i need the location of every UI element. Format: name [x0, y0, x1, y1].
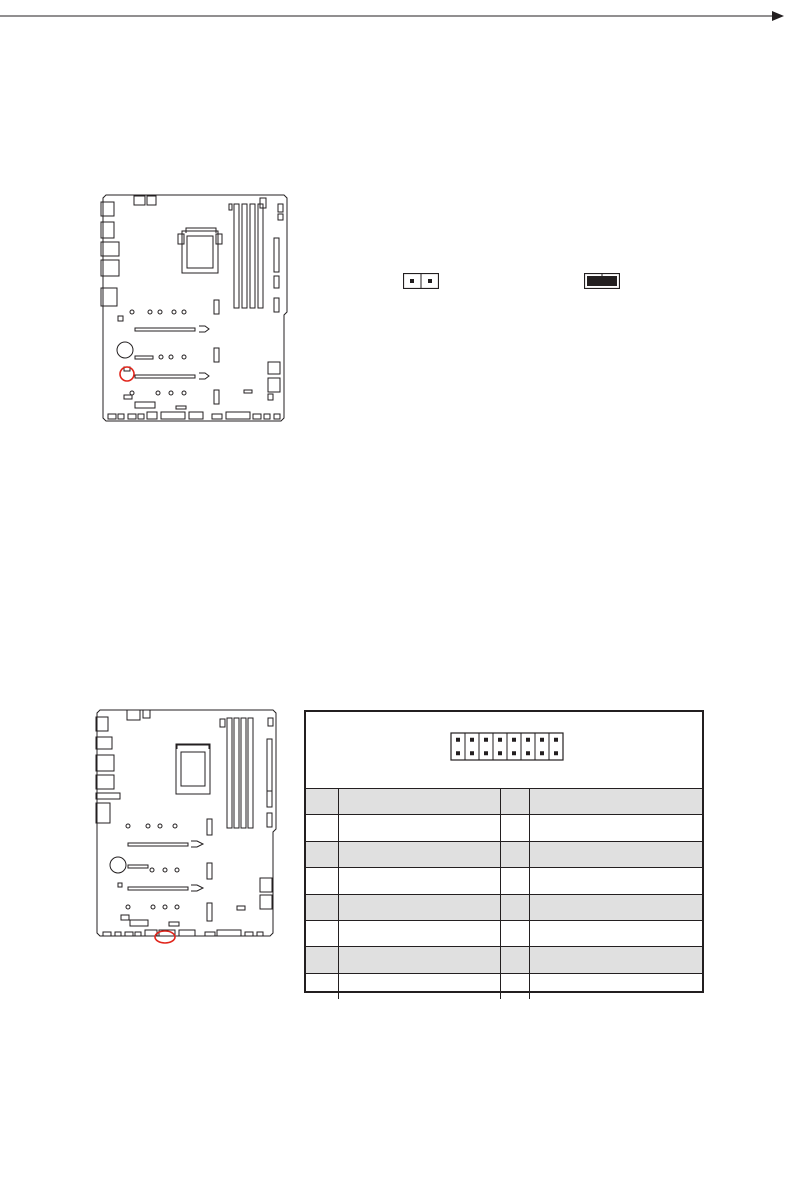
pin: [512, 751, 516, 755]
table-row: [306, 789, 702, 815]
table-row: [306, 815, 702, 841]
table-cell-signal-b: [529, 894, 702, 920]
table-cell-pin-a: [306, 973, 338, 999]
pin: [456, 738, 460, 742]
table-cell-signal-a: [338, 815, 500, 841]
motherboard-top-view-1: [98, 190, 290, 426]
table-cell-signal-b: [529, 841, 702, 867]
table-cell-pin-b: [500, 947, 529, 973]
motherboard-top-view-2: [93, 705, 279, 945]
pin: [498, 751, 502, 755]
table-cell-signal-b: [529, 973, 702, 999]
table-cell-pin-b: [500, 894, 529, 920]
pin: [554, 738, 558, 742]
table-cell-pin-a: [306, 841, 338, 867]
pin: [484, 738, 488, 742]
table-row: [306, 947, 702, 973]
pin: [540, 738, 544, 742]
table-cell-signal-b: [529, 868, 702, 894]
table-row: [306, 973, 702, 999]
table-cell-pin-a: [306, 868, 338, 894]
pin: [512, 738, 516, 742]
pinout-panel: [304, 710, 704, 993]
table-row: [306, 868, 702, 894]
table-cell-pin-b: [500, 815, 529, 841]
pin: [498, 738, 502, 742]
table-row: [306, 894, 702, 920]
table-cell-pin-b: [500, 973, 529, 999]
table-cell-signal-b: [529, 947, 702, 973]
table-cell-signal-b: [529, 789, 702, 815]
highlight-marker: [155, 931, 175, 943]
pin: [470, 738, 474, 742]
table-cell-signal-a: [338, 841, 500, 867]
table-cell-signal-a: [338, 789, 500, 815]
highlight-marker: [120, 367, 134, 381]
table-cell-signal-a: [338, 894, 500, 920]
pin: [526, 751, 530, 755]
table-cell-pin-a: [306, 920, 338, 946]
pin: [484, 751, 488, 755]
table-cell-pin-b: [500, 868, 529, 894]
table-cell-signal-b: [529, 815, 702, 841]
table-cell-pin-a: [306, 789, 338, 815]
table-cell-signal-a: [338, 920, 500, 946]
pin: [540, 751, 544, 755]
pin: [554, 751, 558, 755]
table-cell-pin-b: [500, 920, 529, 946]
table-cell-pin-a: [306, 815, 338, 841]
table-cell-signal-a: [338, 973, 500, 999]
jumper-open-icon: [403, 273, 439, 289]
table-row: [306, 920, 702, 946]
table-row: [306, 841, 702, 867]
table-cell-pin-b: [500, 789, 529, 815]
table-cell-pin-a: [306, 894, 338, 920]
pin: [526, 738, 530, 742]
jumper-closed-icon: [584, 273, 620, 289]
pin-header-diagram: [450, 732, 564, 761]
table-cell-pin-a: [306, 947, 338, 973]
table-cell-signal-a: [338, 947, 500, 973]
pinout-table: [306, 788, 702, 999]
table-cell-signal-b: [529, 920, 702, 946]
pin: [456, 751, 460, 755]
table-cell-signal-a: [338, 868, 500, 894]
page-header-rule: [0, 0, 794, 30]
table-cell-pin-b: [500, 841, 529, 867]
pin: [470, 751, 474, 755]
